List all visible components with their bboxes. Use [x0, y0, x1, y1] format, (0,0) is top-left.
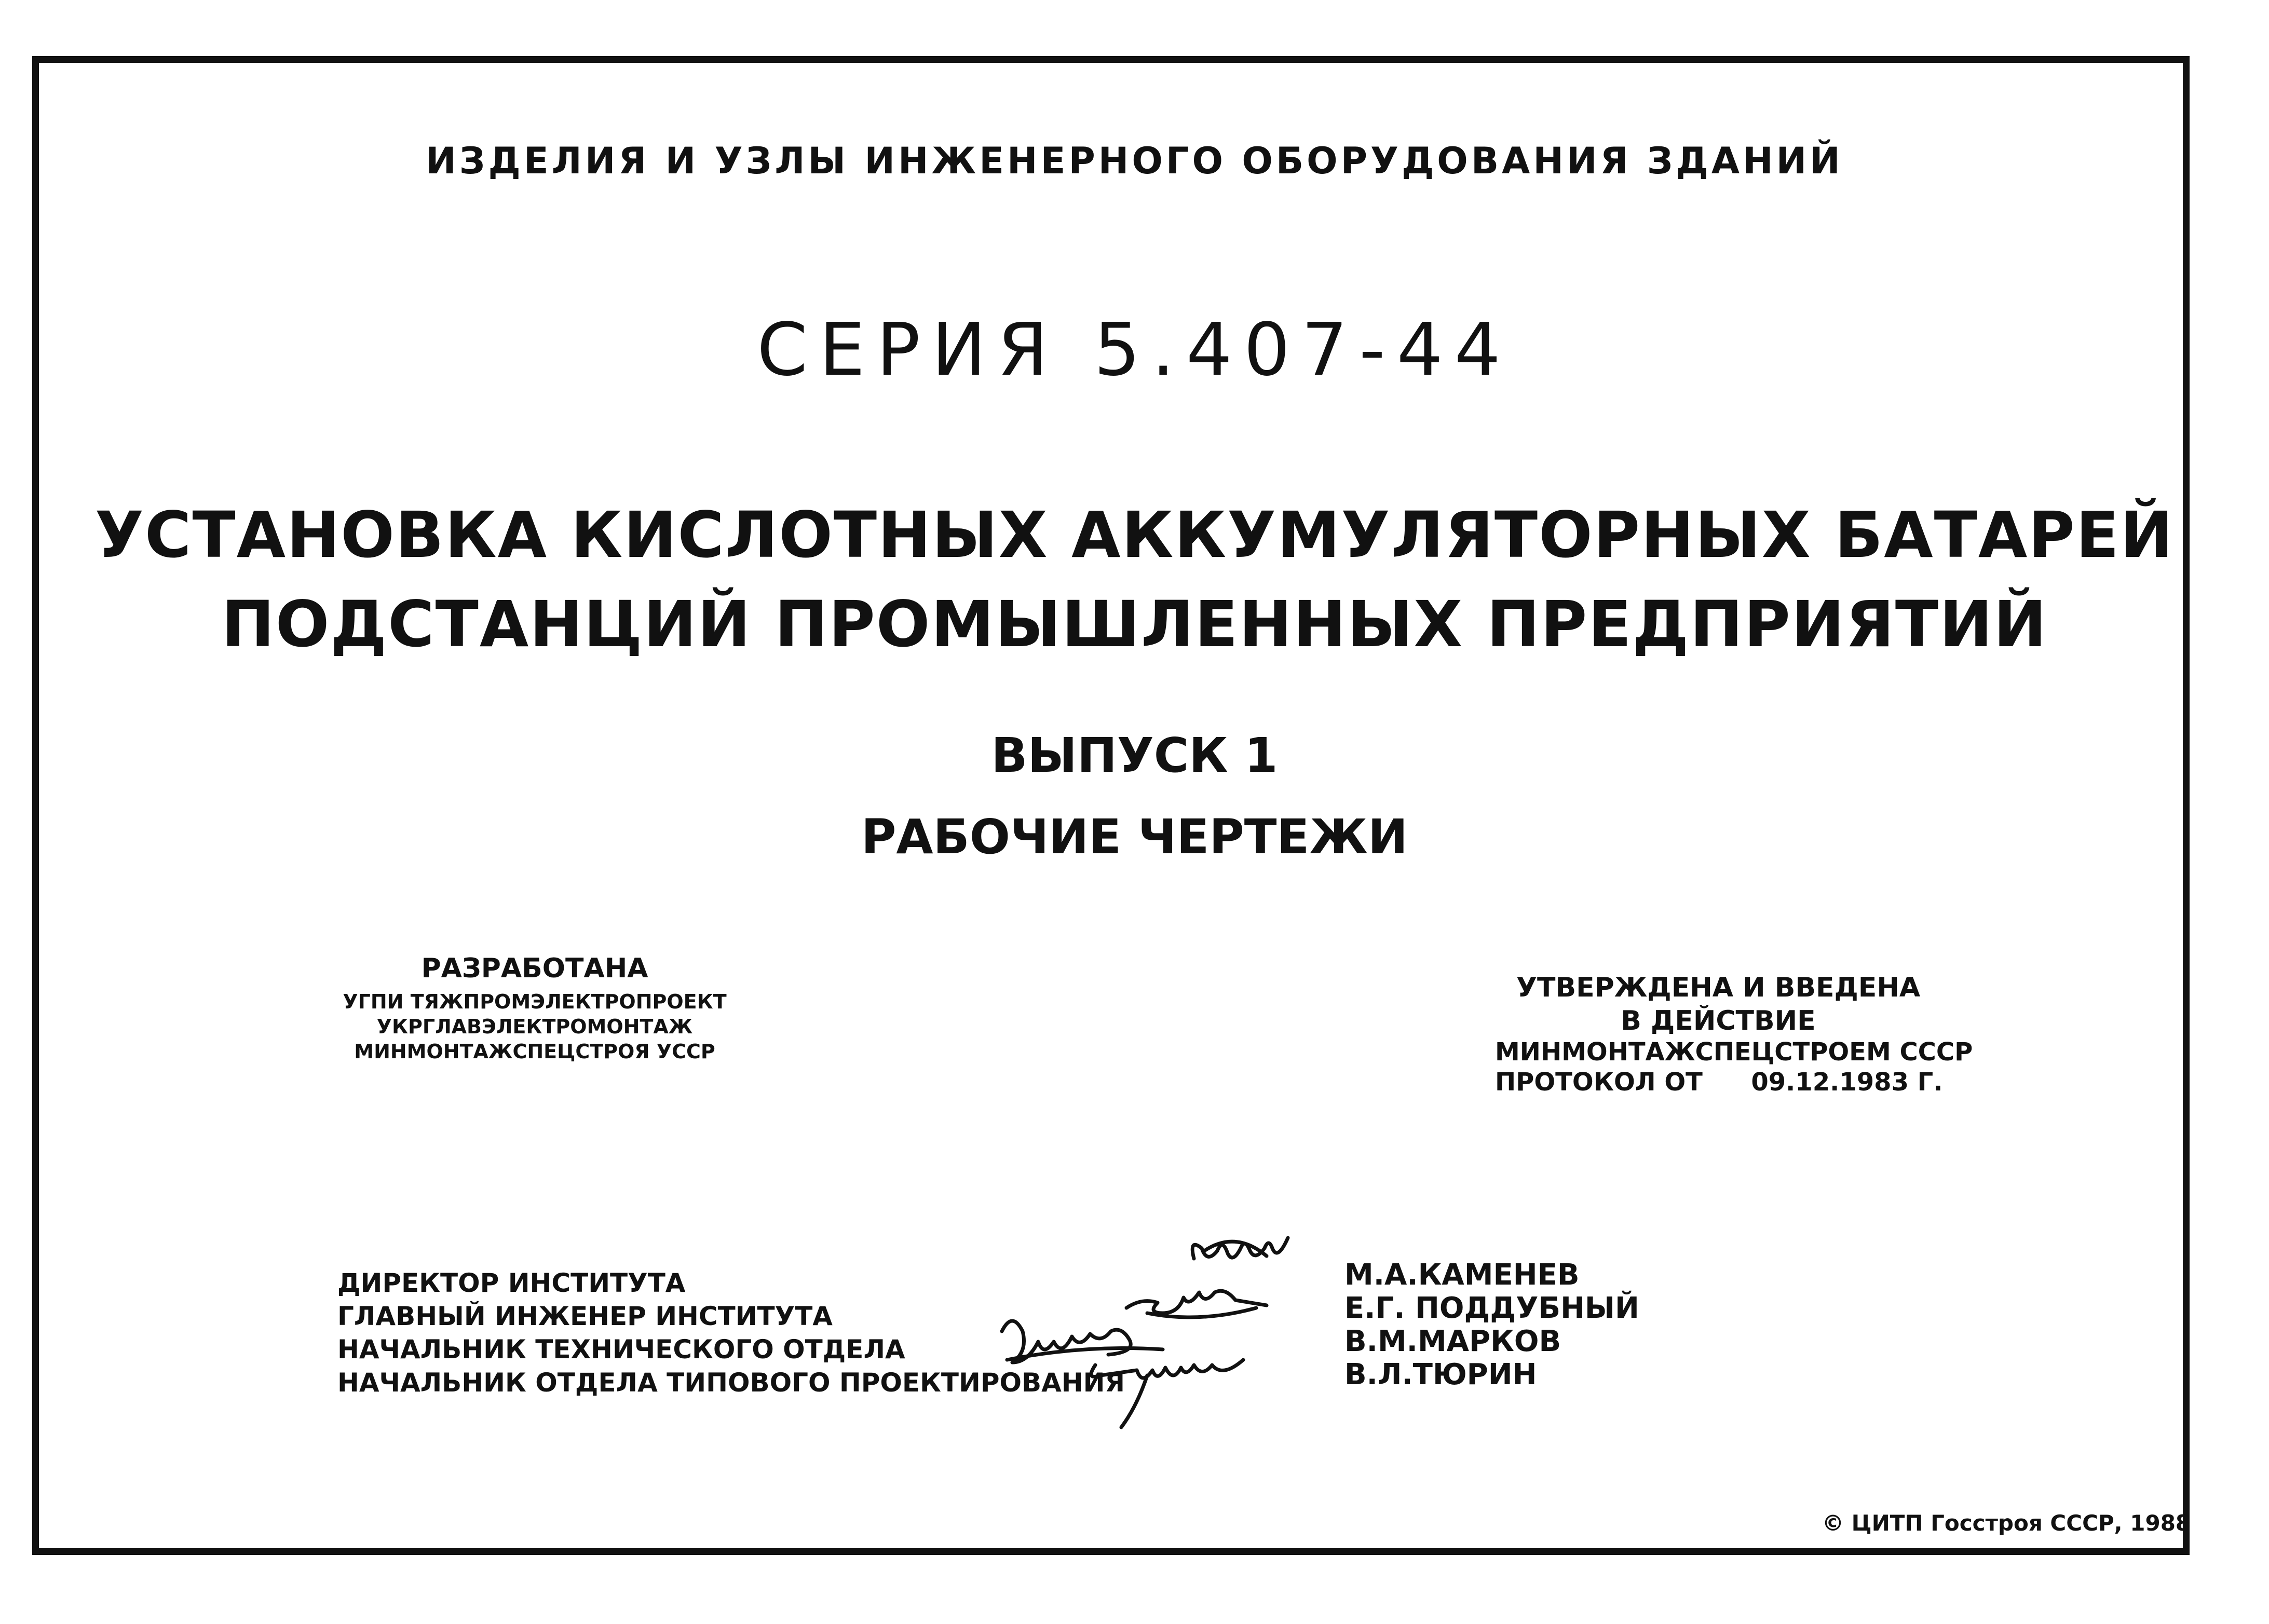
subject-heading: ИЗДЕЛИЯ И УЗЛЫ ИНЖЕНЕРНОГО ОБОРУДОВАНИЯ ЗДАНИЙ [426, 140, 1843, 182]
developed-by-block [301, 955, 768, 1064]
handwritten-signatures [976, 1235, 1350, 1432]
role-chief-engineer: ГЛАВНЫЙ ИНЖЕНЕР ИНСТИТУТА [337, 1301, 833, 1331]
document-title-line-1: УСТАНОВКА КИСЛОТНЫХ АККУМУЛЯТОРНЫХ БАТАРЕЙ [94, 498, 2175, 572]
signature-chief-engineer [1126, 1291, 1267, 1317]
role-head-technical-dept: НАЧАЛЬНИК ТЕХНИЧЕСКОГО ОТДЕЛА [337, 1334, 905, 1364]
copyright-notice: © ЦИТП Госстроя СССР, 1988 [1822, 1510, 2191, 1536]
role-director: ДИРЕКТОР ИНСТИТУТА [337, 1268, 686, 1298]
signatory-names [1344, 1259, 1639, 1391]
name-head-technical-dept: В.М.МАРКОВ [1344, 1325, 1561, 1358]
signature-technical-dept [1002, 1321, 1163, 1362]
document-title-line-2: ПОДСТАНЦИЙ ПРОМЫШЛЕННЫХ ПРЕДПРИЯТИЙ [221, 588, 2048, 661]
approval-authority: МИНМОНТАЖСПЕЦСТРОЕМ СССР [1495, 1038, 1973, 1067]
developer-org-1: УГПИ ТЯЖПРОМЭЛЕКТРОПРОЕКТ [343, 990, 727, 1013]
series-number: СЕРИЯ 5.407-44 [757, 308, 1512, 392]
signature-standard-design-dept [1091, 1360, 1243, 1427]
protocol-date: 09.12.1983 Г. [1751, 1068, 1943, 1097]
protocol-label: ПРОТОКОЛ ОТ [1495, 1068, 1703, 1097]
approval-protocol [1464, 1067, 1973, 1097]
role-head-standard-design-dept: НАЧАЛЬНИК ОТДЕЛА ТИПОВОГО ПРОЕКТИРОВАНИЯ [337, 1368, 1125, 1398]
developer-org-2: УКРГЛАВЭЛЕКТРОМОНТАЖ [376, 1015, 693, 1038]
developer-org-3: МИНМОНТАЖСПЕЦСТРОЯ УССР [354, 1040, 715, 1063]
issue-number: ВЫПУСК 1 [991, 728, 1278, 783]
document-kind: РАБОЧИЕ ЧЕРТЕЖИ [861, 809, 1408, 865]
name-head-standard-design-dept: В.Л.ТЮРИН [1344, 1358, 1537, 1391]
name-director: М.А.КАМЕНЕВ [1344, 1258, 1580, 1292]
developed-heading: РАЗРАБОТАНА [421, 953, 648, 984]
signature-director [1192, 1238, 1288, 1259]
approval-heading-1: УТВЕРЖДЕНА И ВВЕДЕНА [1516, 972, 1921, 1003]
approval-heading-2: В ДЕЙСТВИЕ [1621, 1005, 1816, 1036]
approval-block [1464, 971, 1973, 1097]
name-chief-engineer: Е.Г. ПОДДУБНЫЙ [1344, 1291, 1639, 1325]
